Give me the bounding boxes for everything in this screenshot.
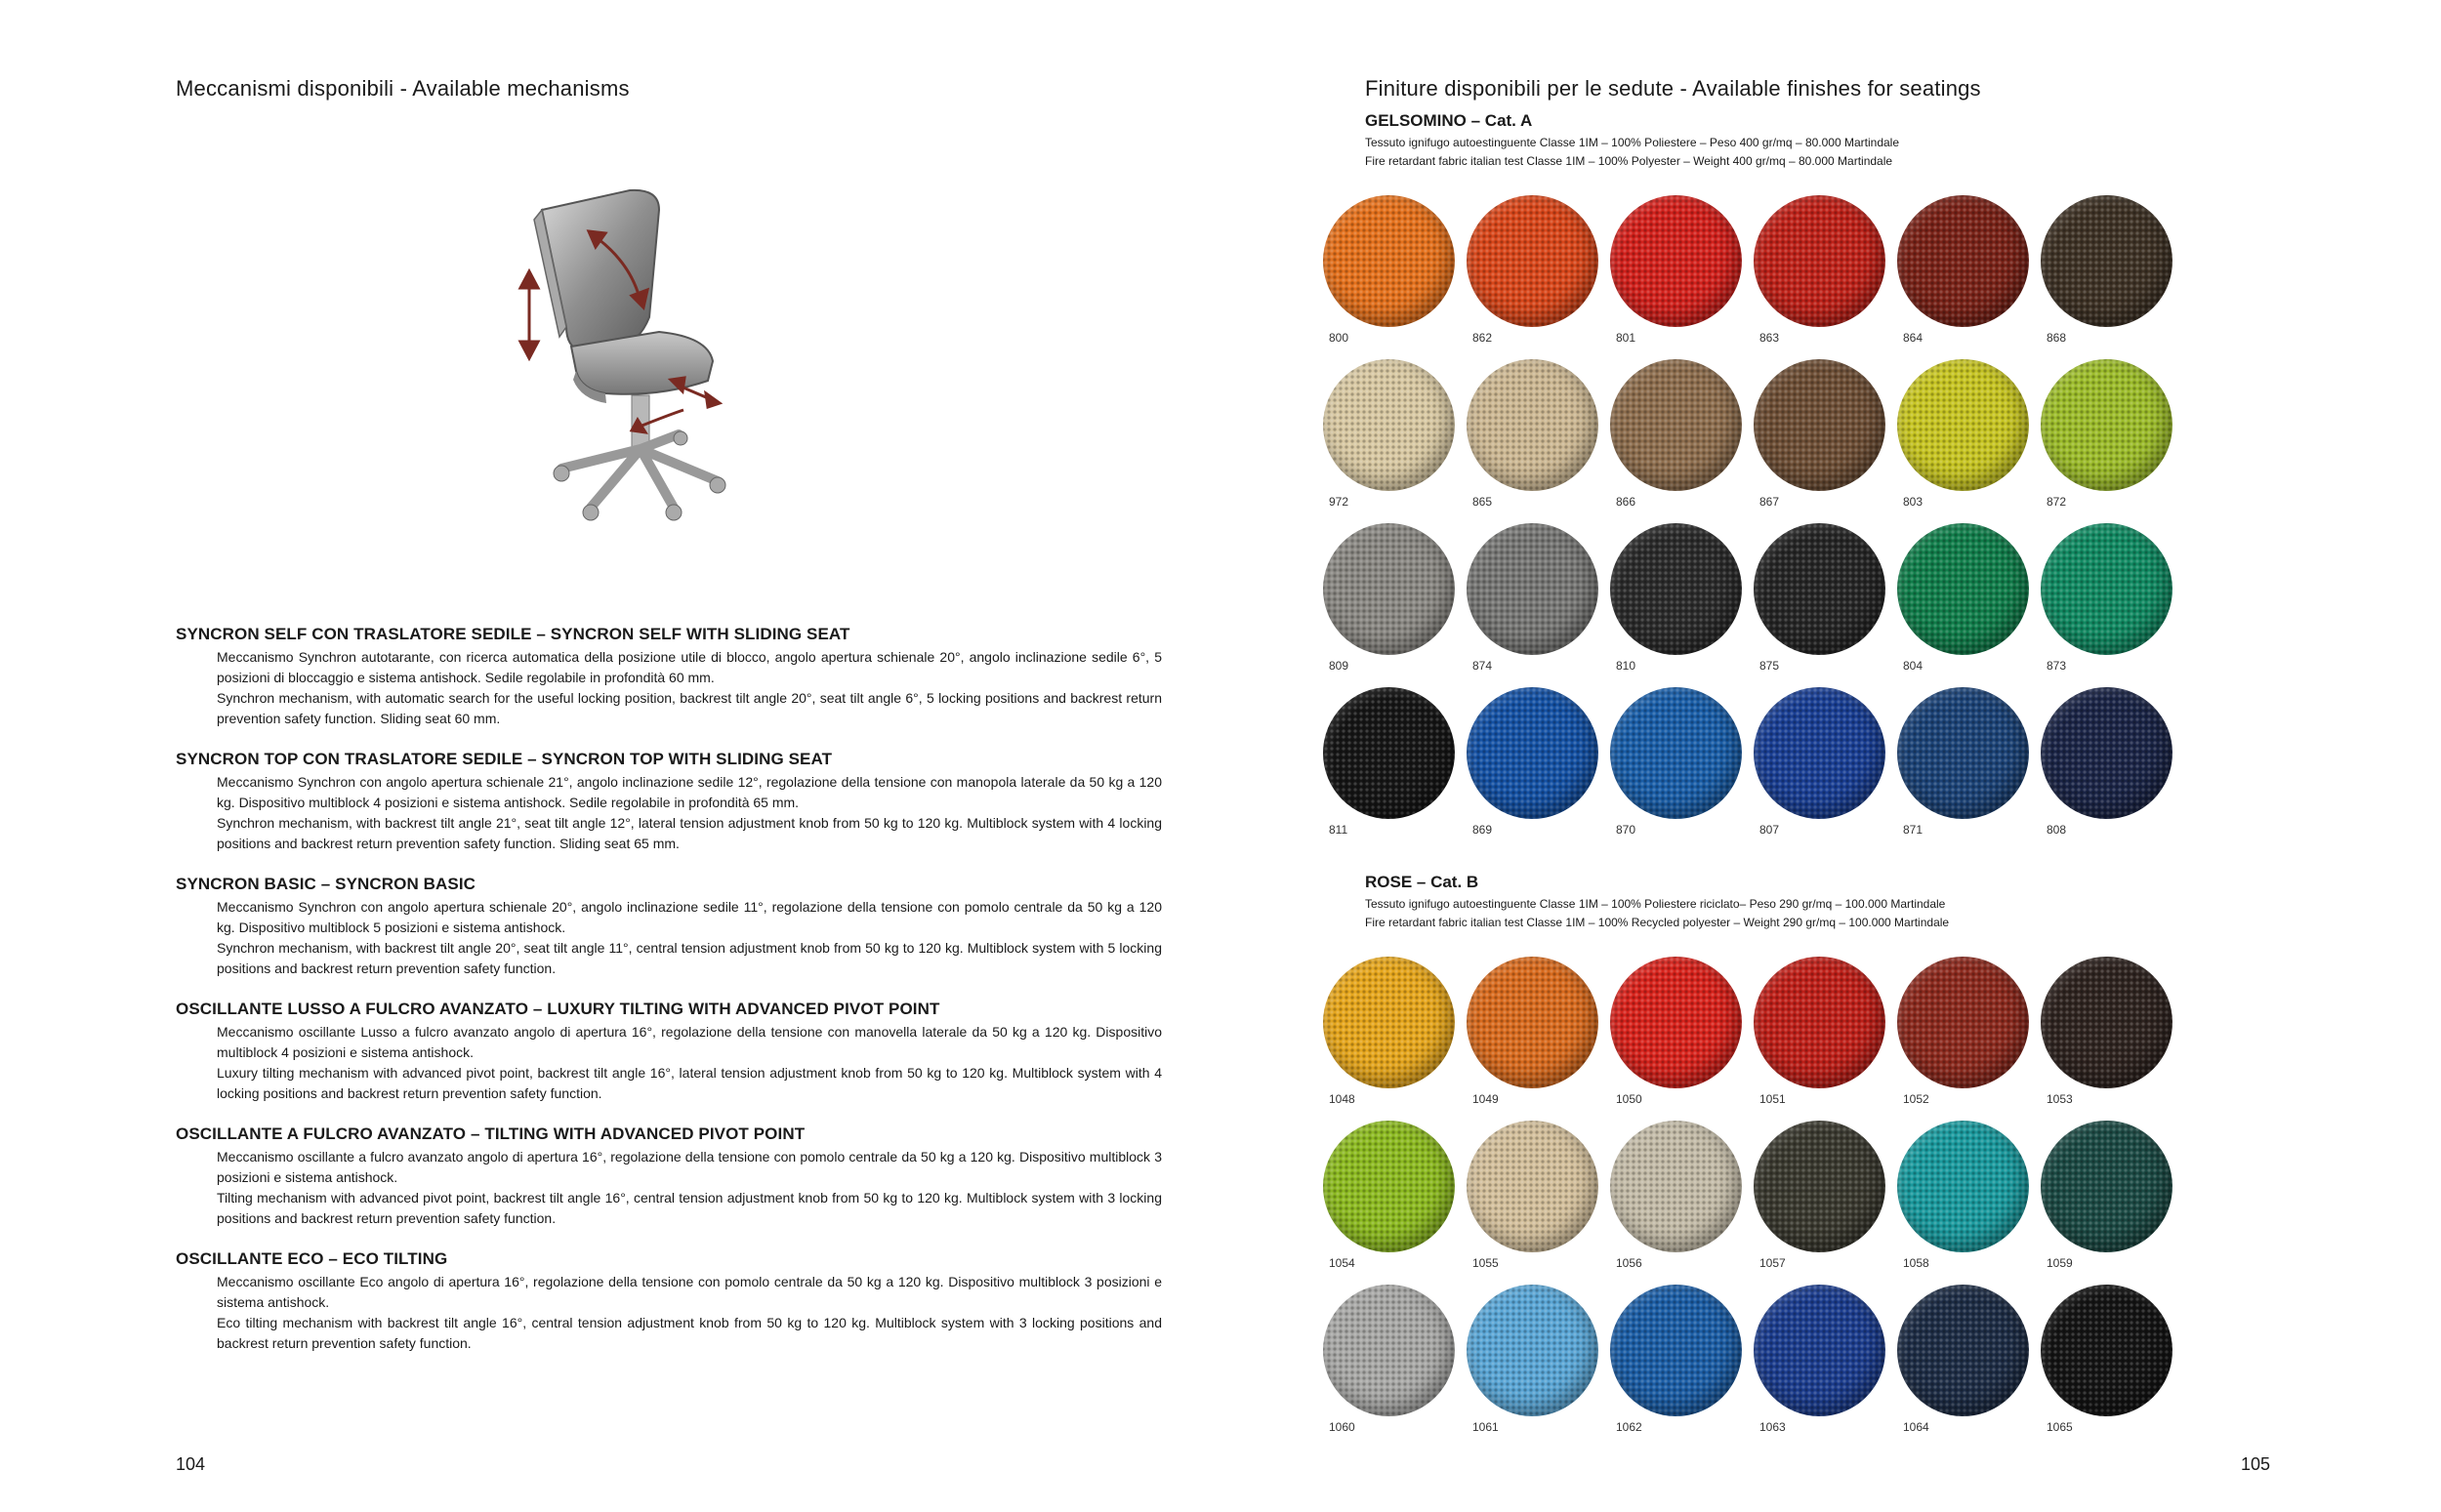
fabric-swatch-circle — [1323, 523, 1455, 655]
fabric-swatch-circle — [2041, 1121, 2172, 1252]
left-page — [0, 0, 1220, 1512]
fabric-code-label: 873 — [2047, 659, 2067, 673]
rose-swatch — [1897, 1285, 2029, 1437]
chair-illustration — [513, 171, 845, 522]
rose-swatch — [1467, 957, 1598, 1109]
rose-swatch — [1323, 957, 1455, 1109]
mechanism-title: SYNCRON SELF CON TRASLATORE SEDILE – SYNCRON SELF WITH SLIDING SEAT — [176, 625, 850, 643]
fabric-swatch-circle — [2041, 1285, 2172, 1416]
fabric-swatch-circle — [1897, 359, 2029, 491]
fabric-code-label: 870 — [1616, 823, 1636, 837]
gelsomino-section — [1365, 111, 2420, 171]
mechanism-title: SYNCRON TOP CON TRASLATORE SEDILE – SYNCRON TOP WITH SLIDING SEAT — [176, 750, 833, 768]
mechanisms-list — [176, 625, 1162, 1374]
rose-swatch — [1754, 957, 1885, 1109]
fabric-code-label: 1059 — [2047, 1256, 2073, 1270]
fabric-swatch-circle — [1467, 957, 1598, 1088]
rose-swatch — [1897, 1121, 2029, 1273]
gelsomino-swatch — [1467, 687, 1598, 839]
fabric-code-label: 807 — [1759, 823, 1780, 837]
fabric-swatch-circle — [1754, 195, 1885, 327]
fabric-swatch-circle — [1323, 687, 1455, 819]
fabric-swatch-circle — [1754, 359, 1885, 491]
rose-swatch — [1754, 1121, 1885, 1273]
mechanism-desc-it: Meccanismo Synchron con angolo apertura schienale 21°, angolo inclinazione sedile 12°, regolazione della tensione con manopola laterale da 50 kg a 120 kg. Dispositivo multiblock 4 posizioni e sistema antishock. Sedile regolabile in profondità 65 mm. — [217, 774, 1162, 810]
mechanism-syncron-basic — [176, 875, 1162, 979]
fabric-code-label: 1065 — [2047, 1420, 2073, 1434]
gelsomino-swatch — [1610, 359, 1742, 511]
gelsomino-swatch — [1610, 195, 1742, 347]
fabric-code-label: 810 — [1616, 659, 1636, 673]
fabric-code-label: 1048 — [1329, 1092, 1355, 1106]
gelsomino-swatch — [1754, 359, 1885, 511]
gelsomino-swatch — [2041, 523, 2172, 675]
fabric-code-label: 863 — [1759, 331, 1780, 345]
gelsomino-desc-en: Fire retardant fabric italian test Classe 1IM – 100% Polyester – Weight 400 gr/mq – 80.000 Martindale — [1365, 154, 1893, 168]
fabric-code-label: 804 — [1903, 659, 1924, 673]
rose-swatch — [2041, 1285, 2172, 1437]
fabric-code-label: 862 — [1472, 331, 1493, 345]
rose-swatch — [2041, 957, 2172, 1109]
mechanism-title: OSCILLANTE LUSSO A FULCRO AVANZATO – LUXURY TILTING WITH ADVANCED PIVOT POINT — [176, 1000, 940, 1018]
fabric-code-label: 1049 — [1472, 1092, 1499, 1106]
fabric-code-label: 1063 — [1759, 1420, 1786, 1434]
fabric-swatch-circle — [1610, 523, 1742, 655]
rose-swatch — [1897, 957, 2029, 1109]
mechanism-desc-it: Meccanismo Synchron autotarante, con ricerca automatica della posizione utile di blocco, angolo apertura schienale 20°, angolo inclinazione sedile 6°, 5 posizioni di bloccaggio e sistema antishock. Sedile regolabile in profondità 60 mm. — [217, 649, 1162, 685]
mechanism-desc-it: Meccanismo oscillante Eco angolo di apertura 16°, regolazione della tensione con pomolo centrale da 50 kg a 120 kg. Dispositivo multiblock 3 posizioni e sistema antishock. — [217, 1274, 1162, 1310]
mechanism-desc-it: Meccanismo Synchron con angolo apertura schienale 20°, angolo inclinazione sedile 11°, regolazione della tensione con pomolo centrale da 50 kg a 120 kg. Dispositivo multiblock 5 posizioni e sistema antishock. — [217, 899, 1162, 935]
gelsomino-swatch — [1323, 687, 1455, 839]
rose-swatch — [1610, 1285, 1742, 1437]
rose-swatch — [1610, 957, 1742, 1109]
mechanism-desc-en: Synchron mechanism, with backrest tilt angle 20°, seat tilt angle 11°, central tension adjustment knob from 50 kg to 120 kg. Multiblock system with 5 locking positions and backrest return prevention safety function. — [217, 940, 1162, 976]
gelsomino-swatch — [1897, 359, 2029, 511]
fabric-swatch-circle — [1323, 1121, 1455, 1252]
fabric-swatch-circle — [1610, 359, 1742, 491]
rose-heading: ROSE – Cat. B — [1365, 873, 1479, 891]
finishes-page-title: Finiture disponibili per le sedute - Available finishes for seatings — [1365, 75, 1981, 101]
fabric-swatch-circle — [1610, 957, 1742, 1088]
rose-desc-it: Tessuto ignifugo autoestinguente Classe 1IM – 100% Poliestere riciclato– Peso 290 gr/mq – 100.000 Martindale — [1365, 897, 1946, 911]
mechanism-syncron-self — [176, 625, 1162, 729]
mechanism-luxury-tilting — [176, 1000, 1162, 1104]
fabric-swatch-circle — [2041, 957, 2172, 1088]
fabric-swatch-circle — [1610, 1285, 1742, 1416]
gelsomino-swatch — [1467, 195, 1598, 347]
fabric-swatch-circle — [1610, 1121, 1742, 1252]
fabric-swatch-circle — [1897, 1121, 2029, 1252]
mechanism-desc-en: Tilting mechanism with advanced pivot point, backrest tilt angle 16°, central tension adjustment knob from 50 kg to 120 kg. Multiblock system with 3 locking positions and backrest return prevention safety function. — [217, 1190, 1162, 1226]
fabric-swatch-circle — [2041, 687, 2172, 819]
fabric-swatch-circle — [1323, 1285, 1455, 1416]
gelsomino-swatch-grid — [1323, 195, 2172, 839]
fabric-code-label: 972 — [1329, 495, 1349, 509]
fabric-code-label: 801 — [1616, 331, 1636, 345]
fabric-code-label: 869 — [1472, 823, 1493, 837]
fabric-code-label: 872 — [2047, 495, 2067, 509]
mechanism-title: OSCILLANTE ECO – ECO TILTING — [176, 1249, 448, 1268]
gelsomino-swatch — [1897, 523, 2029, 675]
fabric-code-label: 1060 — [1329, 1420, 1355, 1434]
fabric-swatch-circle — [1467, 687, 1598, 819]
mechanism-desc-it: Meccanismo oscillante a fulcro avanzato angolo di apertura 16°, regolazione della tensione con pomolo centrale da 50 kg a 120 kg. Dispositivo multiblock 3 posizioni e sistema antishock. — [217, 1149, 1162, 1185]
gelsomino-swatch — [1467, 359, 1598, 511]
fabric-code-label: 1053 — [2047, 1092, 2073, 1106]
page-number-left: 104 — [176, 1454, 206, 1474]
fabric-swatch-circle — [1897, 195, 2029, 327]
gelsomino-swatch — [1323, 195, 1455, 347]
mechanisms-page-title: Meccanismi disponibili - Available mechanisms — [176, 75, 630, 101]
fabric-swatch-circle — [1467, 1121, 1598, 1252]
gelsomino-swatch — [1897, 687, 2029, 839]
fabric-code-label: 811 — [1329, 823, 1348, 837]
fabric-swatch-circle — [1467, 1285, 1598, 1416]
gelsomino-swatch — [1323, 359, 1455, 511]
mechanism-desc-en: Eco tilting mechanism with backrest tilt angle 16°, central tension adjustment knob from 50 kg to 120 kg. Multiblock system with 3 locking positions and backrest return prevention safety function. — [217, 1315, 1162, 1351]
gelsomino-swatch — [1323, 523, 1455, 675]
fabric-swatch-circle — [1323, 195, 1455, 327]
fabric-code-label: 871 — [1903, 823, 1924, 837]
mechanism-desc-en: Synchron mechanism, with backrest tilt angle 21°, seat tilt angle 12°, lateral tension adjustment knob from 50 kg to 120 kg. Multiblock system with 4 locking positions and backrest return prevention safety function. Sliding seat 65 mm. — [217, 815, 1162, 851]
fabric-code-label: 864 — [1903, 331, 1924, 345]
rose-swatch — [1754, 1285, 1885, 1437]
fabric-code-label: 1050 — [1616, 1092, 1642, 1106]
fabric-code-label: 867 — [1759, 495, 1780, 509]
fabric-code-label: 1062 — [1616, 1420, 1642, 1434]
fabric-swatch-circle — [1610, 195, 1742, 327]
fabric-swatch-circle — [1754, 523, 1885, 655]
fabric-swatch-circle — [2041, 359, 2172, 491]
fabric-swatch-circle — [2041, 195, 2172, 327]
fabric-code-label: 1056 — [1616, 1256, 1642, 1270]
fabric-code-label: 1061 — [1472, 1420, 1499, 1434]
fabric-swatch-circle — [1754, 1121, 1885, 1252]
fabric-swatch-circle — [1897, 957, 2029, 1088]
fabric-swatch-circle — [1754, 1285, 1885, 1416]
rose-swatch-grid — [1323, 957, 2172, 1437]
gelsomino-swatch — [1897, 195, 2029, 347]
gelsomino-swatch — [2041, 195, 2172, 347]
fabric-code-label: 803 — [1903, 495, 1924, 509]
fabric-code-label: 800 — [1329, 331, 1349, 345]
gelsomino-swatch — [1610, 687, 1742, 839]
rose-swatch — [1323, 1121, 1455, 1273]
fabric-swatch-circle — [1897, 687, 2029, 819]
gelsomino-swatch — [2041, 359, 2172, 511]
gelsomino-swatch — [1467, 523, 1598, 675]
fabric-code-label: 865 — [1472, 495, 1493, 509]
fabric-code-label: 1058 — [1903, 1256, 1929, 1270]
gelsomino-heading: GELSOMINO – Cat. A — [1365, 111, 1533, 130]
mechanism-title: SYNCRON BASIC – SYNCRON BASIC — [176, 875, 476, 893]
mechanism-desc-it: Meccanismo oscillante Lusso a fulcro avanzato angolo di apertura 16°, regolazione della tensione con manovella laterale da 50 kg a 120 kg. Dispositivo multiblock 4 posizioni e sistema antishock. — [217, 1024, 1162, 1060]
fabric-swatch-circle — [1467, 359, 1598, 491]
gelsomino-desc-it: Tessuto ignifugo autoestinguente Classe 1IM – 100% Poliestere – Peso 400 gr/mq – 80.000 Martindale — [1365, 136, 1900, 149]
rose-desc-en: Fire retardant fabric italian test Classe 1IM – 100% Recycled polyester – Weight 290 gr/mq – 100.000 Martindale — [1365, 916, 1950, 929]
mechanism-desc-en: Luxury tilting mechanism with advanced pivot point, backrest tilt angle 16°, lateral tension adjustment knob from 50 kg to 120 kg. Multiblock system with 4 locking positions and backrest return prevention safety function. — [217, 1065, 1162, 1101]
rose-swatch — [1467, 1121, 1598, 1273]
mechanism-eco-tilting — [176, 1249, 1162, 1354]
rose-swatch — [1323, 1285, 1455, 1437]
fabric-swatch-circle — [1610, 687, 1742, 819]
fabric-code-label: 866 — [1616, 495, 1636, 509]
fabric-code-label: 1054 — [1329, 1256, 1355, 1270]
fabric-swatch-circle — [1754, 957, 1885, 1088]
rose-section — [1365, 873, 2420, 932]
mechanism-tilting-pivot — [176, 1124, 1162, 1229]
fabric-code-label: 1057 — [1759, 1256, 1786, 1270]
gelsomino-swatch — [1754, 687, 1885, 839]
fabric-code-label: 1064 — [1903, 1420, 1929, 1434]
gelsomino-swatch — [1610, 523, 1742, 675]
fabric-code-label: 809 — [1329, 659, 1349, 673]
mechanism-desc-en: Synchron mechanism, with automatic search for the useful locking position, backrest tilt angle 20°, seat tilt angle 6°, 5 locking positions and backrest return prevention safety function. Sliding seat 60 mm. — [217, 690, 1162, 726]
page-number-right: 105 — [2241, 1454, 2271, 1474]
fabric-swatch-circle — [1754, 687, 1885, 819]
rose-swatch — [1467, 1285, 1598, 1437]
fabric-swatch-circle — [1897, 523, 2029, 655]
fabric-swatch-circle — [1897, 1285, 2029, 1416]
right-page — [1220, 0, 2441, 1512]
fabric-code-label: 1055 — [1472, 1256, 1499, 1270]
fabric-code-label: 1051 — [1759, 1092, 1786, 1106]
fabric-code-label: 868 — [2047, 331, 2067, 345]
mechanism-syncron-top — [176, 750, 1162, 854]
fabric-swatch-circle — [1323, 957, 1455, 1088]
fabric-code-label: 808 — [2047, 823, 2067, 837]
fabric-swatch-circle — [1467, 195, 1598, 327]
rose-swatch — [2041, 1121, 2172, 1273]
fabric-swatch-circle — [2041, 523, 2172, 655]
gelsomino-swatch — [1754, 195, 1885, 347]
fabric-code-label: 875 — [1759, 659, 1780, 673]
fabric-code-label: 1052 — [1903, 1092, 1929, 1106]
fabric-code-label: 874 — [1472, 659, 1493, 673]
mechanism-title: OSCILLANTE A FULCRO AVANZATO – TILTING WITH ADVANCED PIVOT POINT — [176, 1124, 806, 1143]
fabric-swatch-circle — [1467, 523, 1598, 655]
gelsomino-swatch — [2041, 687, 2172, 839]
gelsomino-swatch — [1754, 523, 1885, 675]
rose-swatch — [1610, 1121, 1742, 1273]
fabric-swatch-circle — [1323, 359, 1455, 491]
